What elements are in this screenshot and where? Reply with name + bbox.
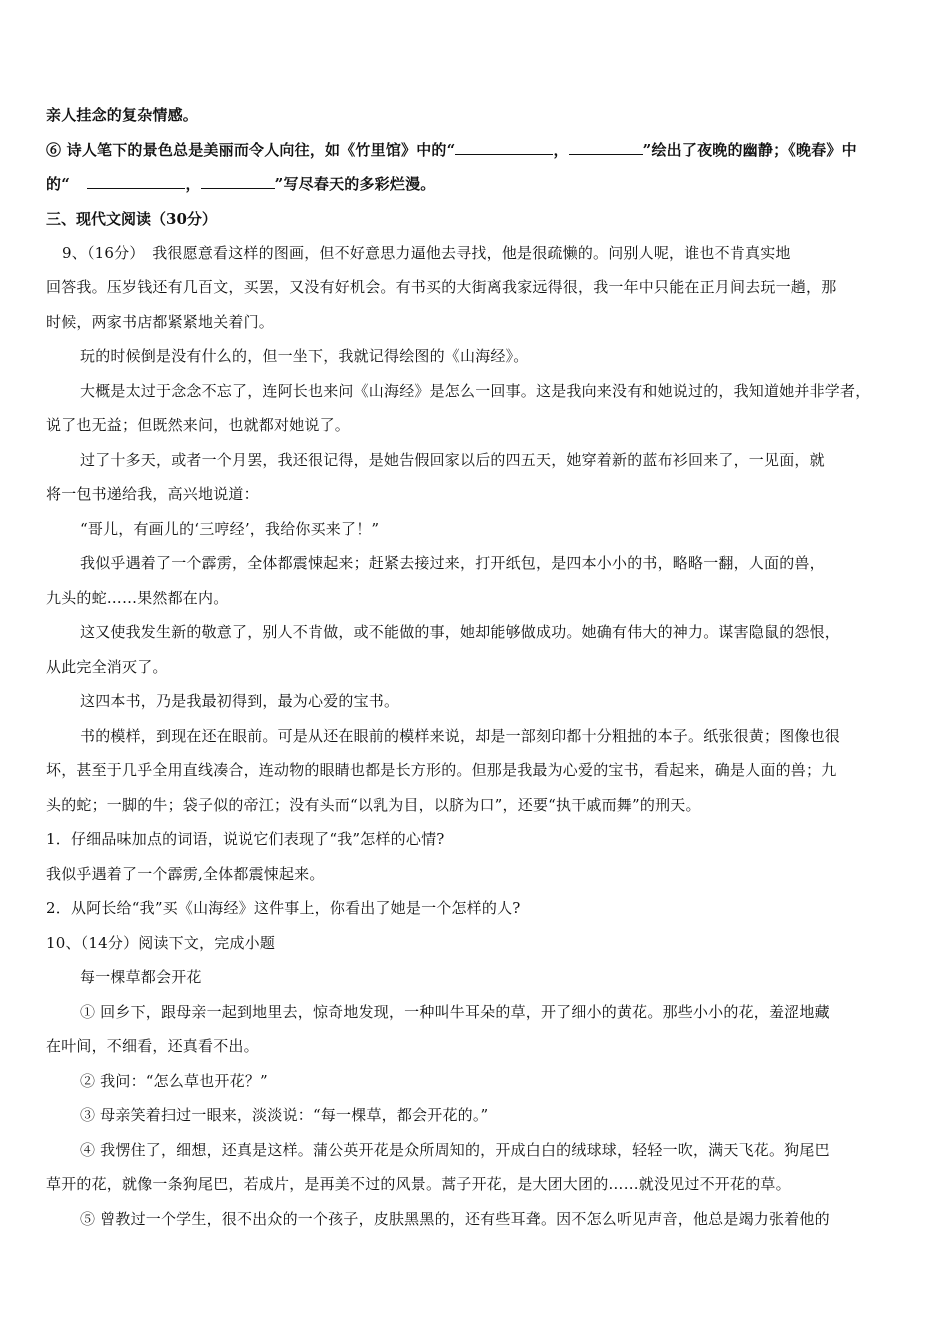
question-6-text-c: 的“	[46, 175, 76, 193]
answer-blank-2[interactable]	[569, 140, 643, 155]
q9-line-11: 这又使我发生新的敬意了，别人不肯做，或不能做的事，她却能够做成功。她确有伟大的神力。谋害隐鼠的怨恨，	[80, 623, 841, 641]
q10-line-4: ④ 我愣住了，细想，还真是这样。蒲公英开花是众所周知的，开成白白的绒球球，轻轻一吹，满天飞花。狗尾巴	[80, 1140, 830, 1159]
document-page	[46, 98, 908, 1236]
question-6-comma-2: ，	[185, 175, 201, 193]
answer-blank-3[interactable]	[87, 174, 185, 189]
answer-blank-1[interactable]	[455, 140, 553, 155]
q9-line-9: 我似乎遇着了一个霹雳，全体都震悚起来；赶紧去接过来，打开纸包，是四本小小的书，略略一翻，人面的兽，	[80, 554, 825, 572]
section-3-heading: 三、现代文阅读（30分）	[46, 209, 217, 228]
q9-line-0: 9、（16分） 我很愿意看这样的图画，但不好意思力逼他去寻找，他是很疏懒的。问别人呢，谁也不肯真实地	[62, 243, 791, 262]
q10-line-5: 草开的花，就像一条狗尾巴，若成片，是再美不过的风景。蒿子开花，是大团大团的……就没见过不开花的草。	[46, 1175, 791, 1193]
question-6-line-1	[46, 133, 908, 168]
q9-line-6: 过了十多天，或者一个月罢，我还很记得，是她告假回家以后的四五天，她穿着新的蓝布衫回来了，一见面，就	[80, 450, 825, 469]
q9-line-3: 玩的时候倒是没有什么的，但一坐下，我就记得绘图的《山海经》。	[80, 347, 529, 365]
q9-line-1: 回答我。压岁钱还有几百文，买罢，又没有好机会。有书买的大街离我家远得很，我一年中只能在正月间去玩一趟，那	[46, 278, 837, 296]
q9-line-2: 时候，两家书店都紧紧地关着门。	[46, 312, 275, 331]
question-6-text-b: ”绘出了夜晚的幽静；《晚春》中	[642, 140, 857, 159]
q9-line-16: 头的蛇；一脚的牛；袋子似的帝江；没有头而“以乳为目，以脐为口”，还要“执干戚而舞”的刑天。	[46, 795, 701, 814]
q10-line-3: ③ 母亲笑着扫过一眼来，淡淡说：“每一棵草，都会开花的。”	[80, 1106, 489, 1124]
q10-intro: 10、（14分）阅读下文，完成小题	[46, 933, 276, 952]
q9-line-7: 将一包书递给我，高兴地说道：	[46, 485, 259, 503]
q9-line-4: 大概是太过于念念不忘了，连阿长也来问《山海经》是怎么一回事。这是我向来没有和她说过的，我知道她并非学者，	[80, 381, 871, 400]
question-6-text-e: ”写尽春天的多彩烂漫。	[274, 175, 436, 193]
question-6-line-2	[46, 167, 908, 202]
q10-line-1: 在叶间，不细看，还真看不出。	[46, 1037, 259, 1055]
answer-blank-4[interactable]	[201, 174, 275, 189]
q9-line-12: 从此完全消灭了。	[46, 657, 168, 676]
q10-line-0: ① 回乡下，跟母亲一起到地里去，惊奇地发现，一种叫牛耳朵的草，开了细小的黄花。那些小小的花，羞涩地藏	[80, 1002, 830, 1021]
q9-line-8: “哥儿，有画儿的‘三哼经’，我给你买来了！”	[80, 519, 380, 538]
poetry-text-tail: 亲人挂念的复杂情感。	[46, 106, 199, 124]
q9-line-15: 坏，甚至于几乎全用直线凑合，连动物的眼睛也都是长方形的。但那是我最为心爱的宝书，看起来，确是人面的兽；九	[46, 761, 837, 779]
q9-line-13: 这四本书，乃是我最初得到，最为心爱的宝书。	[80, 692, 400, 710]
q9-line-5: 说了也无益；但既然来问，也就都对她说了。	[46, 416, 351, 434]
q9-sub-question-1-quote: 我似乎遇着了一个霹雳,全体都震悚起来。	[46, 864, 325, 883]
q10-line-2: ② 我问：“怎么草也开花？”	[80, 1071, 268, 1090]
q9-line-10: 九头的蛇……果然都在内。	[46, 588, 229, 607]
q9-sub-question-2: 2．从阿长给“我”买《山海经》这件事上，你看出了她是一个怎样的人?	[46, 899, 521, 917]
question-6-comma: ，	[553, 140, 569, 159]
q10-line-6: ⑤ 曾教过一个学生，很不出众的一个孩子，皮肤黑黑的，还有些耳聋。因不怎么听见声音，他总是竭力张着他的	[80, 1209, 830, 1228]
q10-article-title: 每一棵草都会开花	[80, 968, 202, 986]
q9-sub-question-1: 1．仔细品味加点的词语，说说它们表现了“我”怎样的心情?	[46, 830, 445, 848]
q9-line-14: 书的模样，到现在还在眼前。可是从还在眼前的模样来说，却是一部刻印都十分粗拙的本子。纸张很黄；图像也很	[80, 726, 841, 745]
question-6-text-a: ⑥ 诗人笔下的景色总是美丽而令人向往，如《竹里馆》中的“	[46, 140, 456, 159]
